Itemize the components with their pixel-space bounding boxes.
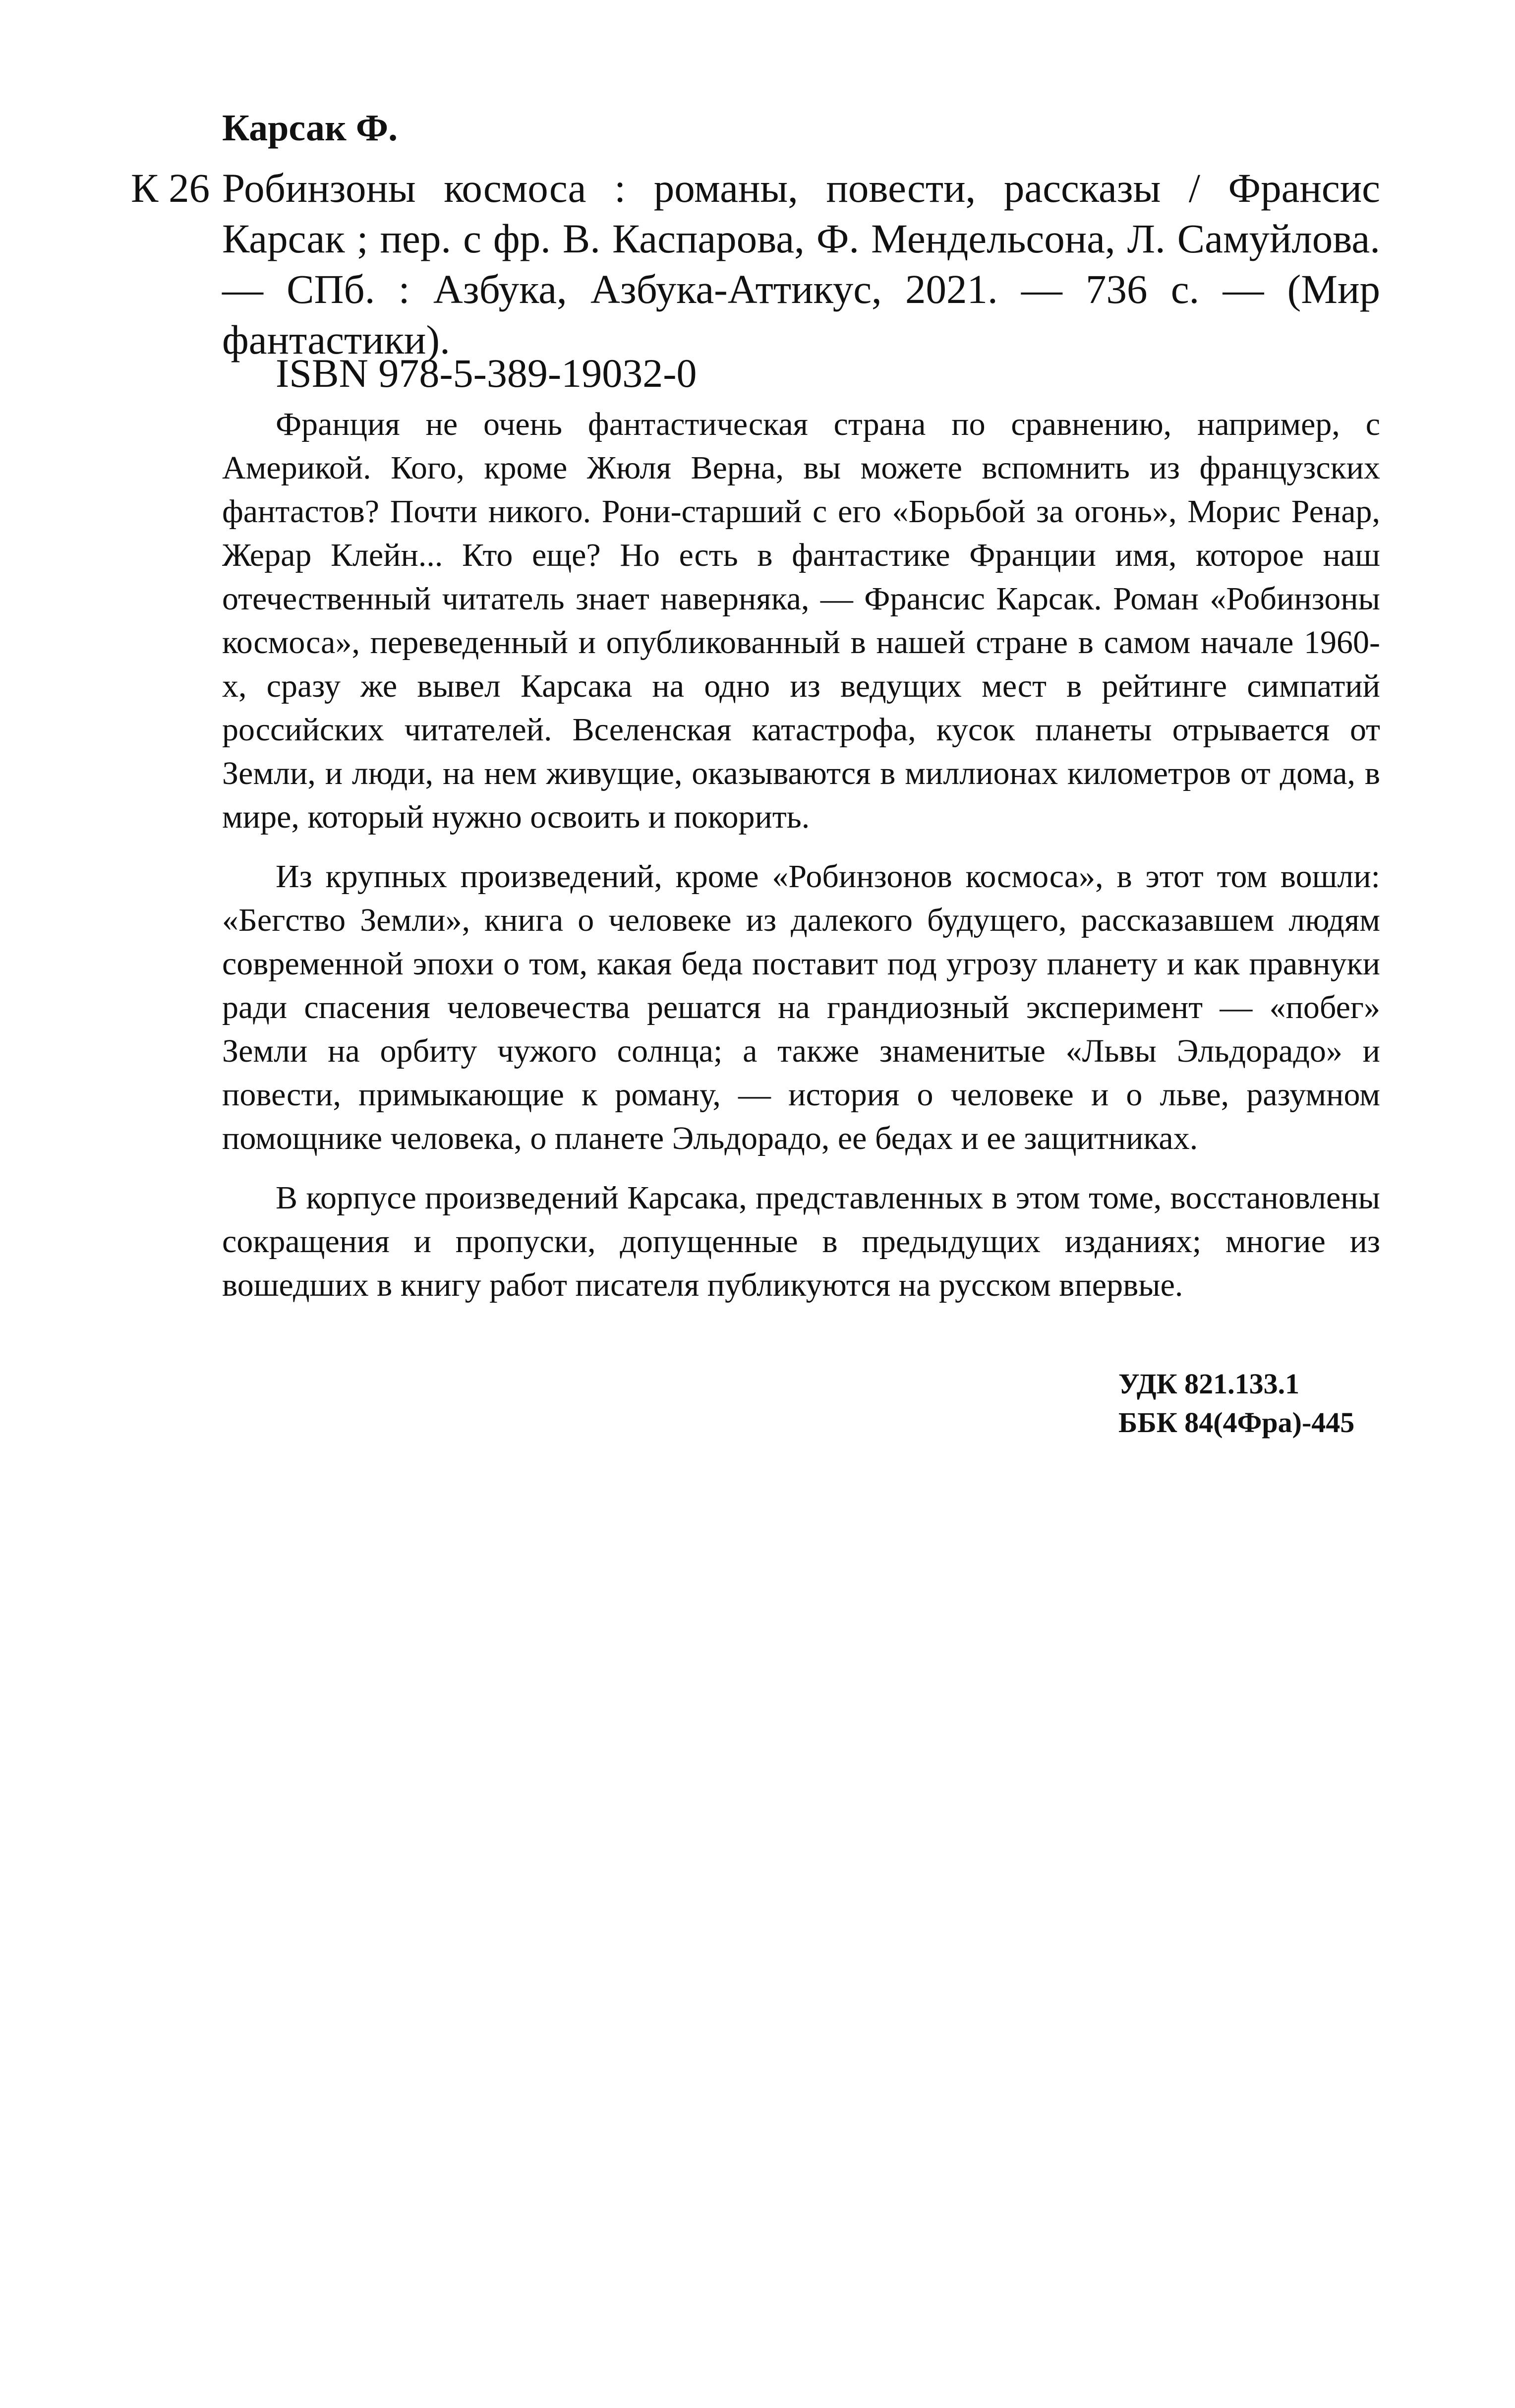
- udk-code: УДК 821.133.1: [1118, 1368, 1300, 1400]
- annotation: [222, 403, 1380, 1323]
- annotation-paragraph: Из крупных произведений, кроме «Робинзонов космоса», в этот том вошли: «Бегство Земли», книга о человеке из далекого будущего, рассказавшем людям современной эпохи о том, какая беда поставит под угрозу планету и как правнуки ради спасения человечества решатся на грандиозный эксперимент — «побег» Земли на орбиту чужого солнца; а также знаменитые «Львы Эльдорадо» и повести, примыкающие к роману, — история о человеке и о льве, разумном помощнике человека, о планете Эльдорадо, ее бедах и ее защитниках.: [222, 858, 1380, 1156]
- annotation-paragraph: В корпусе произведений Карсака, представленных в этом томе, восстановлены сокращения и пропуски, допущенные в предыдущих изданиях; многие из вошедших в книгу работ писателя публикуются на русском впервые.: [222, 1180, 1380, 1303]
- author-heading: Карсак Ф.: [222, 107, 398, 149]
- class-mark: К 26: [131, 165, 210, 211]
- isbn-number: ISBN 978-5-389-19032-0: [276, 351, 697, 396]
- classification-codes: [1118, 1365, 1354, 1442]
- annotation-paragraph: Франция не очень фантастическая страна по сравнению, например, с Америкой. Кого, кроме Жюля Верна, вы можете вспомнить из французских фантастов? Почти никого. Рони-старший с его «Борьбой за огонь», Морис Ренар, Жерар Клейн... Кто еще? Но есть в фантастике Франции имя, которое наш отечественный читатель знает наверняка, — Франсис Карсак. Роман «Робинзоны космоса», переведенный и опубликованный в нашей стране в самом начале 1960-х, сразу же вывел Карсака на одно из ведущих мест в рейтинге симпатий российских читателей. Вселенская катастрофа, кусок планеты отрывается от Земли, и люди, на нем живущие, оказываются в миллионах километров от дома, в мире, который нужно освоить и покорить.: [222, 406, 1380, 835]
- bibliographic-entry: Робинзоны космоса : романы, повести, рассказы / Франсис Карсак ; пер. с фр. В. Каспарова, Ф. Мендельсона, Л. Самуйлова. — СПб. : Азбука, Азбука-Аттикус, 2021. — 736 с. — (Мир фантастики).: [222, 165, 1380, 362]
- bbk-code: ББК 84(4Фра)-445: [1118, 1406, 1355, 1439]
